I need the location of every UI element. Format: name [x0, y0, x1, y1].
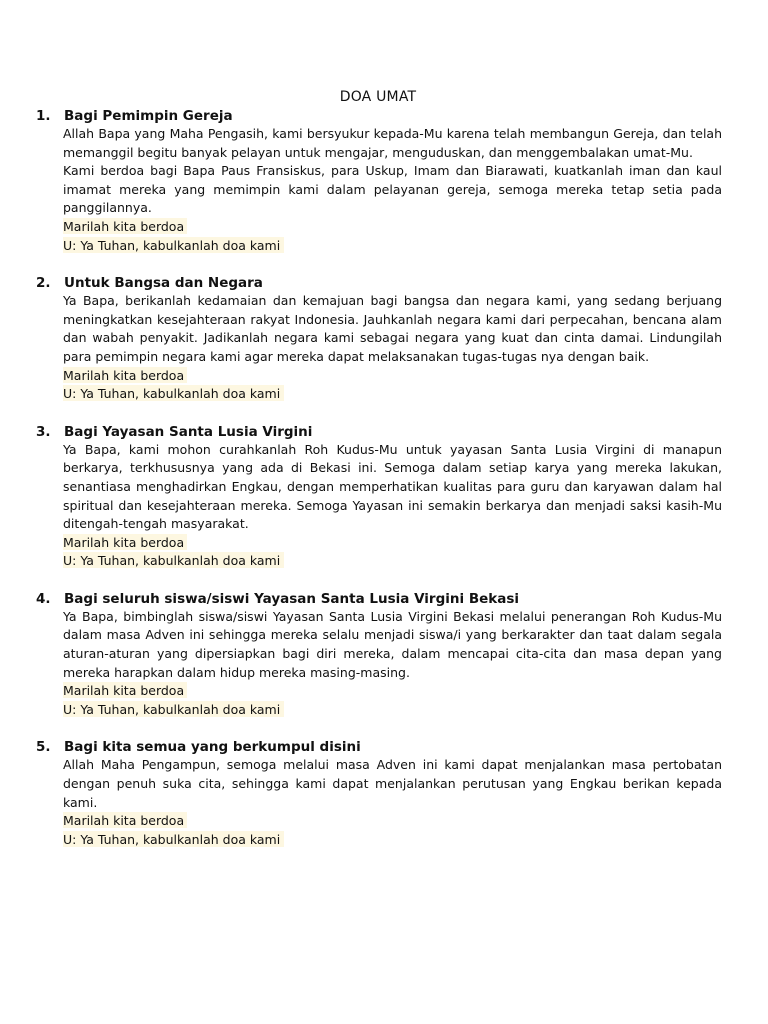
- section-heading: [0, 107, 768, 125]
- invitation-text: Marilah kita berdoa: [63, 682, 187, 698]
- response-line: [63, 552, 768, 571]
- section-heading: [0, 274, 768, 292]
- section-body: [63, 608, 722, 682]
- response-text: U: Ya Tuhan, kabulkanlah doa kami: [63, 701, 284, 717]
- section-title: Bagi seluruh siswa/siswi Yayasan Santa Lusia Virgini Bekasi: [64, 590, 520, 607]
- invitation-line: [63, 218, 768, 237]
- invitation-text: Marilah kita berdoa: [63, 534, 187, 550]
- response-text: U: Ya Tuhan, kabulkanlah doa kami: [63, 552, 284, 568]
- prayer-sections: [0, 107, 768, 868]
- response-text: U: Ya Tuhan, kabulkanlah doa kami: [63, 831, 284, 847]
- response-text: U: Ya Tuhan, kabulkanlah doa kami: [63, 385, 284, 401]
- prayer-section: [0, 738, 768, 849]
- prayer-paragraph: Ya Bapa, bimbinglah siswa/siswi Yayasan Santa Lusia Virgini Bekasi melalui penerangan Roh Kudus-Mu dalam masa Adven ini sehingga mereka selalu menjadi siswa/i yang berkarakter dan taat dalam segala aturan-aturan yang dipersiapkan bagi diri mereka, dalam mencapai cita-cita dan masa depan yang mereka harapkan dalam hidup mereka masing-masing.: [63, 608, 722, 680]
- response-line: [63, 701, 768, 720]
- prayer-paragraph: Allah Maha Pengampun, semoga melalui masa Adven ini kami dapat menjalankan masa pertobatan dengan penuh suka cita, sehingga kami dapat menjalankan perutusan yang Engkau berikan kepada kami.: [63, 757, 722, 810]
- invitation-line: [63, 812, 768, 831]
- response-line: [63, 385, 768, 404]
- section-body: [63, 756, 722, 812]
- prayer-section: [0, 590, 768, 720]
- prayer-paragraph: Ya Bapa, kami mohon curahkanlah Roh Kudus-Mu untuk yayasan Santa Lusia Virgini di manapun berkarya, terkhususnya yang ada di Bekasi ini. Semoga dalam setiap karya yang mereka lakukan, senantiasa menghadirkan Engkau, dengan memperhatikan kualitas para guru dan karyawan dalam hal spiritual dan kesejahteraan mereka. Semoga Yayasan ini semakin berkarya dan menjadi saksi kasih-Mu ditengah-tengah masyarakat.: [63, 441, 722, 532]
- section-number: 4.: [36, 590, 51, 607]
- section-title: Bagi Pemimpin Gereja: [64, 108, 233, 124]
- section-number: 2.: [36, 275, 51, 292]
- prayer-section: [0, 107, 768, 255]
- invitation-text: Marilah kita berdoa: [63, 367, 187, 383]
- response-line: [63, 831, 768, 850]
- prayer-section: [0, 274, 768, 404]
- prayer-paragraph: Kami berdoa bagi Bapa Paus Fransiskus, para Uskup, Imam dan Biarawati, kuatkanlah iman dan kaul imamat mereka yang memimpin kami dalam pelayanan gereja, semoga mereka tetap setia pada panggilannya.: [63, 163, 722, 216]
- section-body: [63, 125, 722, 218]
- section-number: 1.: [36, 108, 51, 124]
- invitation-text: Marilah kita berdoa: [63, 218, 187, 234]
- section-title: Untuk Bangsa dan Negara: [64, 275, 263, 292]
- prayer-paragraph: Ya Bapa, berikanlah kedamaian dan kemajuan bagi bangsa dan negara kami, yang sedang berjuang meningkatkan kesejahteraan rakyat Indonesia. Jauhkanlah negara kami dari perpecahan, bencana alam dan wabah penyakit. Jadikanlah negara kami sebagai negara yang kuat dan cinta damai. Lindungilah para pemimpin negara kami agar mereka dapat melaksanakan tugas-tugas nya dengan baik.: [63, 293, 722, 364]
- response-text: U: Ya Tuhan, kabulkanlah doa kami: [63, 237, 284, 253]
- prayer-section: [0, 423, 768, 571]
- section-heading: [0, 738, 768, 756]
- invitation-text: Marilah kita berdoa: [63, 812, 187, 828]
- invitation-line: [63, 534, 768, 553]
- section-title: Bagi kita semua yang berkumpul disini: [64, 739, 361, 756]
- invitation-line: [63, 682, 768, 701]
- invitation-line: [63, 367, 768, 386]
- document-title: DOA UMAT: [339, 89, 417, 105]
- section-heading: [0, 590, 768, 608]
- section-body: [63, 441, 722, 534]
- section-body: [63, 292, 722, 366]
- prayer-paragraph: Allah Bapa yang Maha Pengasih, kami bersyukur kepada-Mu karena telah membangun Gereja, dan telah memanggil begitu banyak pelayan untuk mengajar, menguduskan, dan menggembalakan umat-Mu.: [63, 126, 722, 160]
- section-heading: [0, 423, 768, 441]
- section-number: 5.: [36, 739, 51, 756]
- section-title: Bagi Yayasan Santa Lusia Virgini: [64, 423, 313, 440]
- response-line: [63, 237, 768, 256]
- section-number: 3.: [36, 423, 51, 440]
